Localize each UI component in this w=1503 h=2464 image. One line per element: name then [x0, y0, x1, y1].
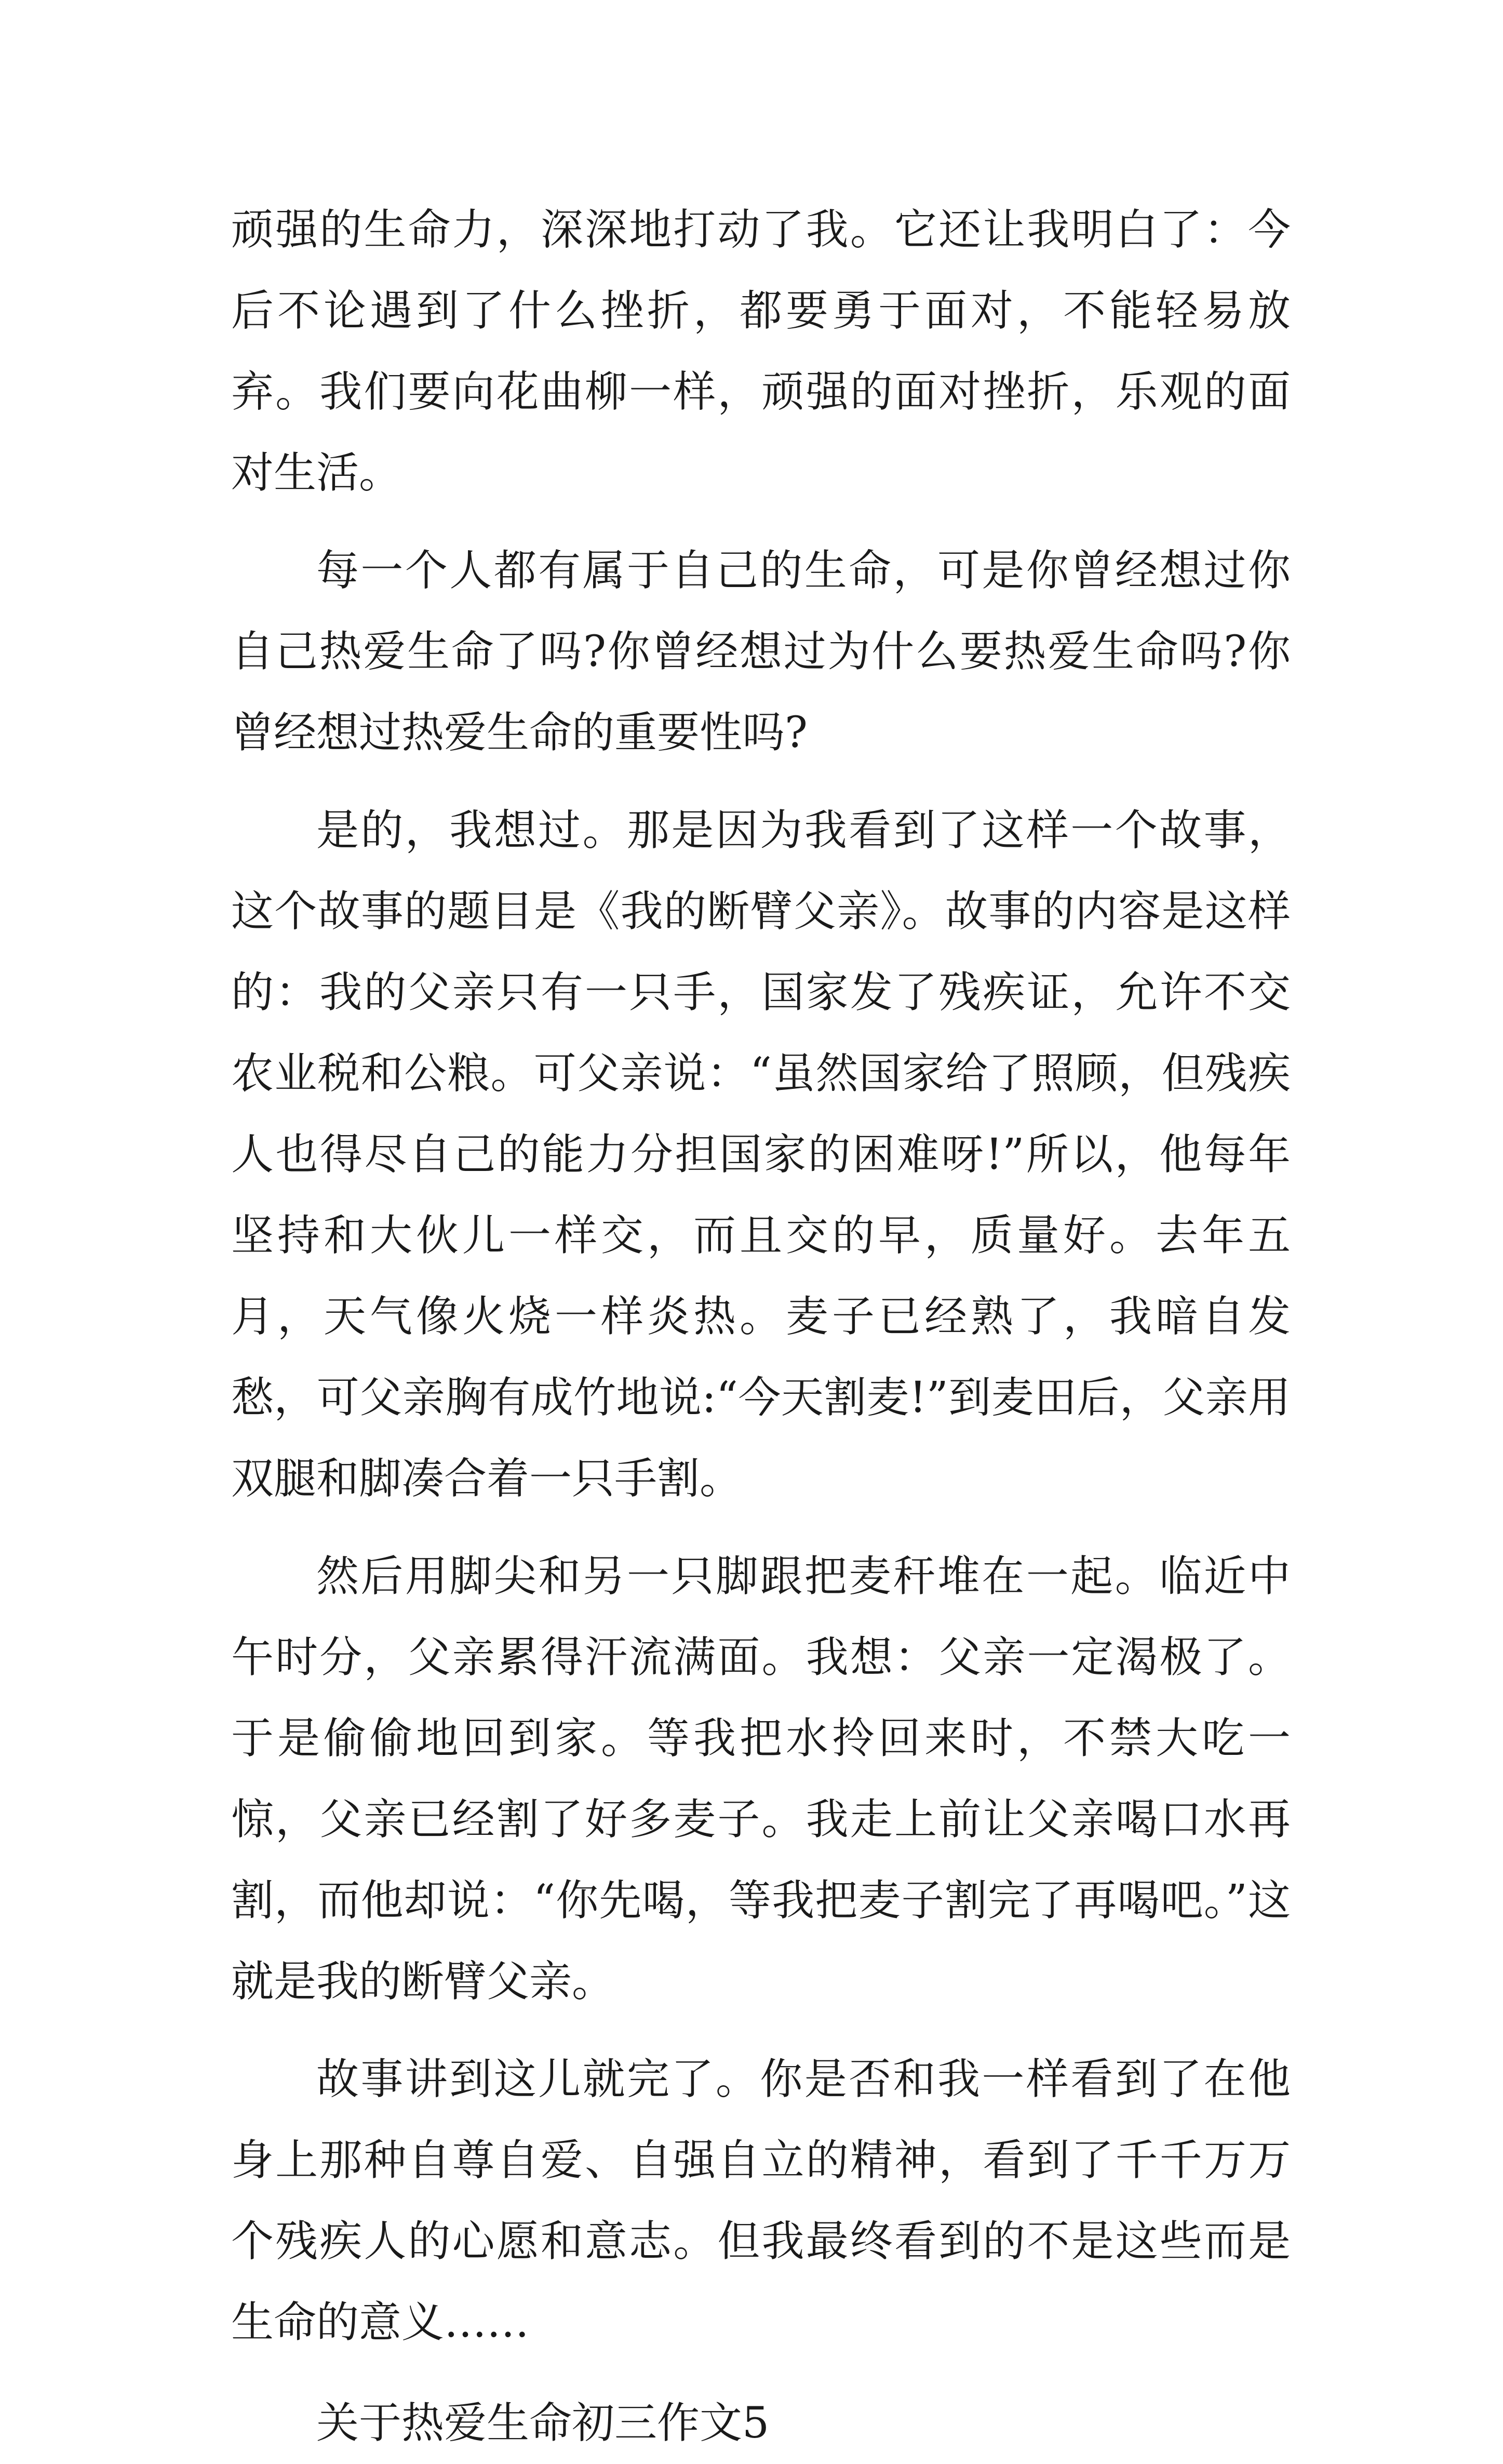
paragraph: 然后用脚尖和另一只脚跟把麦秆堆在一起。临近中午时分，父亲累得汗流满面。我想：父亲一定渴极了。于是偷偷地回到家。等我把水拎回来时，不禁大吃一惊，父亲已经割了好多麦子。我走上前让父亲喝口水再割，而他却说：“你先喝，等我把麦子割完了再喝吧。”这就是我的断臂父亲。 [231, 1552, 1291, 2006]
essay-heading: 关于热爱生命初三作文5 [316, 2399, 770, 2448]
paragraph: 每一个人都有属于自己的生命，可是你曾经想过你自己热爱生命了吗?你曾经想过为什么要热爱生命吗?你曾经想过热爱生命的重要性吗? [231, 546, 1291, 757]
document-body [231, 190, 1291, 2464]
paragraph: 故事讲到这儿就完了。你是否和我一样看到了在他身上那种自尊自爱、自强自立的精神，看到了千千万万个残疾人的心愿和意志。但我最终看到的不是这些而是生命的意义…… [231, 2055, 1291, 2347]
paragraph: 是的，我想过。那是因为我看到了这样一个故事，这个故事的题目是《我的断臂父亲》。故事的内容是这样的：我的父亲只有一只手，国家发了残疾证，允许不交农业税和公粮。可父亲说：“虽然国家给了照顾，但残疾人也得尽自己的能力分担国家的困难呀!”所以，他每年坚持和大伙儿一样交，而且交的早，质量好。去年五月，天气像火烧一样炎热。麦子已经熟了，我暗自发愁，可父亲胸有成竹地说:“今天割麦!”到麦田后，父亲用双腿和脚凑合着一只手割。 [231, 806, 1291, 1503]
paragraph-continued: 顽强的生命力，深深地打动了我。它还让我明白了：今后不论遇到了什么挫折，都要勇于面对，不能轻易放弃。我们要向花曲柳一样，顽强的面对挫折，乐观的面对生活。 [231, 205, 1291, 498]
